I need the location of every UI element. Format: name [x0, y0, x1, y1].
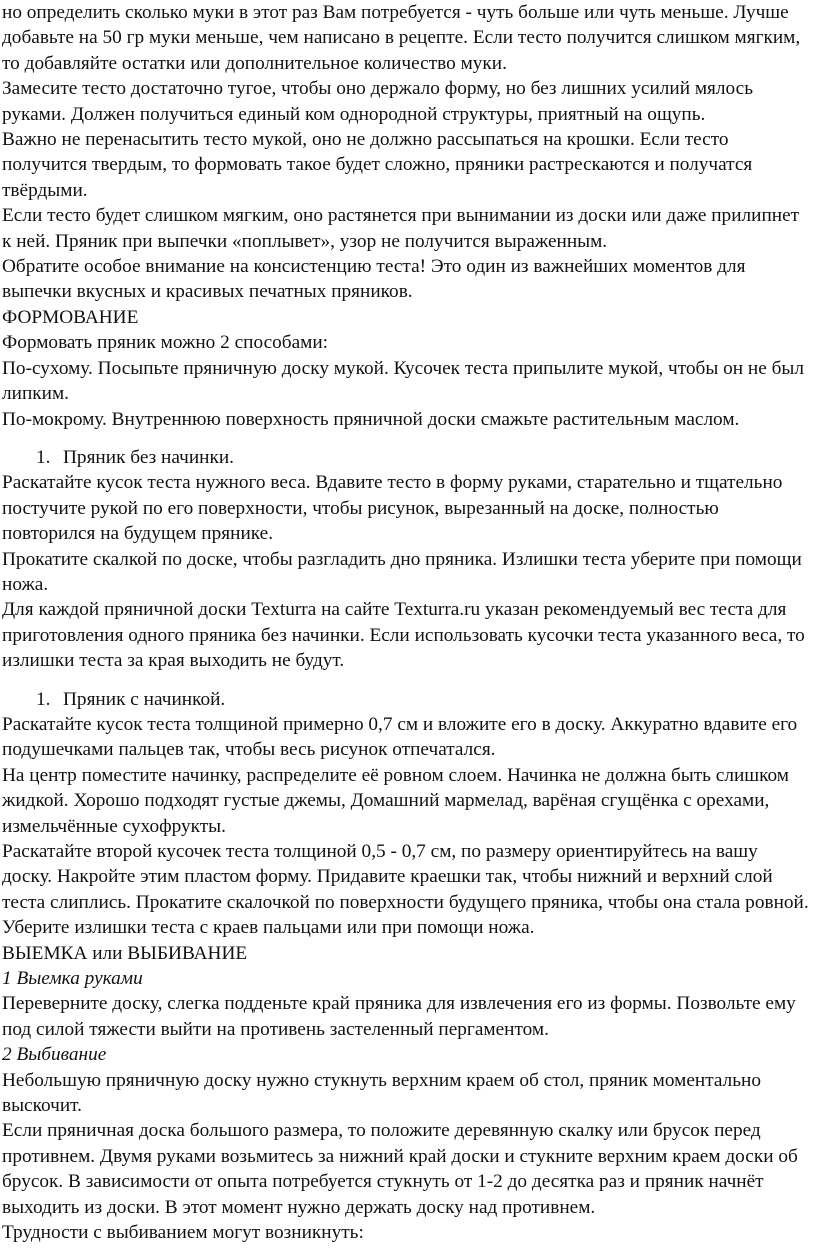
list-number: 1. — [36, 688, 51, 710]
spacer — [2, 674, 812, 687]
paragraph-roll-out-press: Раскатайте кусок теста нужного веса. Вдавите тесто в форму руками, старательно и тщательно постучите рукой по его поверхности, чтобы рисунок, вырезанный на доске, полностью повторился на будущем прянике. — [2, 472, 783, 545]
paragraph-two-methods: Формовать пряник можно 2 способами: — [2, 332, 329, 354]
paragraph-small-board: Небольшую пряничную доску нужно стукнуть верхним краем об стол, пряник моментально выскочит. — [2, 1069, 761, 1117]
paragraph-recommended-weight: Для каждой пряничной доски Texturra на сайте Texturra.ru указан рекомендуемый вес теста для приготовления одного пряника без начинки. Если использовать кусочки теста указанного веса, то излишки теста за края выходить не будут. — [2, 599, 805, 672]
subheading-knocking-out: 2 Выбивание — [2, 1044, 107, 1066]
paragraph-roll-first-layer: Раскатайте кусок теста толщиной примерно 0,7 см и вложите его в доску. Аккуратно вдавите его подушечками пальцев так, чтобы весь рисунок отпечатался. — [2, 713, 798, 761]
subheading-by-hand: 1 Выемка руками — [2, 968, 143, 990]
heading-forming: ФОРМОВАНИЕ — [2, 306, 139, 328]
paragraph-dry-method: По-сухому. Посыпьте пряничную доску мукой. Кусочек теста припылите мукой, чтобы он не был липким. — [2, 357, 804, 405]
list-item-no-filling — [2, 445, 812, 470]
paragraph-consistency-note: Обратите особое внимание на консистенцию теста! Это один из важнейших моментов для выпечки вкусных и красивых печатных пряников. — [2, 256, 746, 303]
paragraph-knead-dough: Замесите тесто достаточно тугое, чтобы оно держало форму, но без лишних усилий мялось руками. Должен получиться единый ком однородной структуры, приятный на ощупь. — [2, 78, 754, 125]
paragraph-filling: На центр поместите начинку, распределите её ровном слоем. Начинка не должна быть слишком жидкой. Хорошо подходят густые джемы, Домашний мармелад, варёная сгущёнка с орехами, измельчённые сухофрукты. — [2, 764, 790, 837]
paragraph-flip-board: Переверните доску, слегка подденьте край пряника для извлечения его из формы. Позвольте ему под силой тяжести выйти на противень застеленный пергаментом. — [2, 993, 796, 1040]
paragraph-roll-rolling-pin: Прокатите скалкой по доске, чтобы разгладить дно пряника. Излишки теста уберите при помощи ножа. — [2, 548, 802, 595]
paragraph-large-board: Если пряничная доска большого размера, то положите деревянную скалку или брусок перед противнем. Двумя руками возьмитесь за нижний край доски и стукните верхним краем доски об брусок. В зависимости от опыта потребуется стукнуть от 1-2 до десятка раз и пряник начнёт выходить из доски. В этот момент нужно держать доску над противнем. — [2, 1120, 798, 1218]
paragraph-difficulties: Трудности с выбиванием могут возникнуть: — [2, 1222, 364, 1244]
paragraph-second-layer: Раскатайте второй кусочек теста толщиной 0,5 - 0,7 см, по размеру ориентируйтесь на вашу доску. Накройте этим пластом форму. Придавите краешки так, чтобы нижний и верхний слой теста слиплись. Прокатите скалочкой по поверхности будущего пряника, чтобы она стала ровной. Уберите излишки теста с краев пальцами или при помощи ножа. — [2, 841, 809, 939]
heading-extraction: ВЫЕМКА или ВЫБИВАНИЕ — [2, 942, 248, 964]
list-item-label: Пряник без начинки. — [63, 446, 234, 468]
paragraph-wet-method: По-мокрому. Внутреннюю поверхность пряничной доски смажьте растительным маслом. — [2, 408, 740, 430]
list-item-label: Пряник с начинкой. — [63, 688, 226, 710]
paragraph-not-oversaturate: Важно не перенасытить тесто мукой, оно не должно рассыпаться на крошки. Если тесто получится твердым, то формовать такое будет сложно, пряники растрескаются и получатся твёрдыми. — [2, 129, 753, 201]
list-item-with-filling — [2, 687, 812, 712]
list-number: 1. — [36, 446, 51, 468]
paragraph-flour-amount: но определить сколько муки в этот раз Вам потребуется - чуть больше или чуть меньше. Лучше добавьте на 50 гр муки меньше, чем написано в рецепте. Если тесто получится слишком мягким, то добавляйте остатки или дополнительное количество муки. — [2, 2, 801, 74]
spacer — [2, 432, 812, 445]
paragraph-too-soft: Если тесто будет слишком мягким, оно растянется при вынимании из доски или даже прилипнет к ней. Пряник при выпечки «поплывет», узор не получится выраженным. — [2, 205, 800, 252]
